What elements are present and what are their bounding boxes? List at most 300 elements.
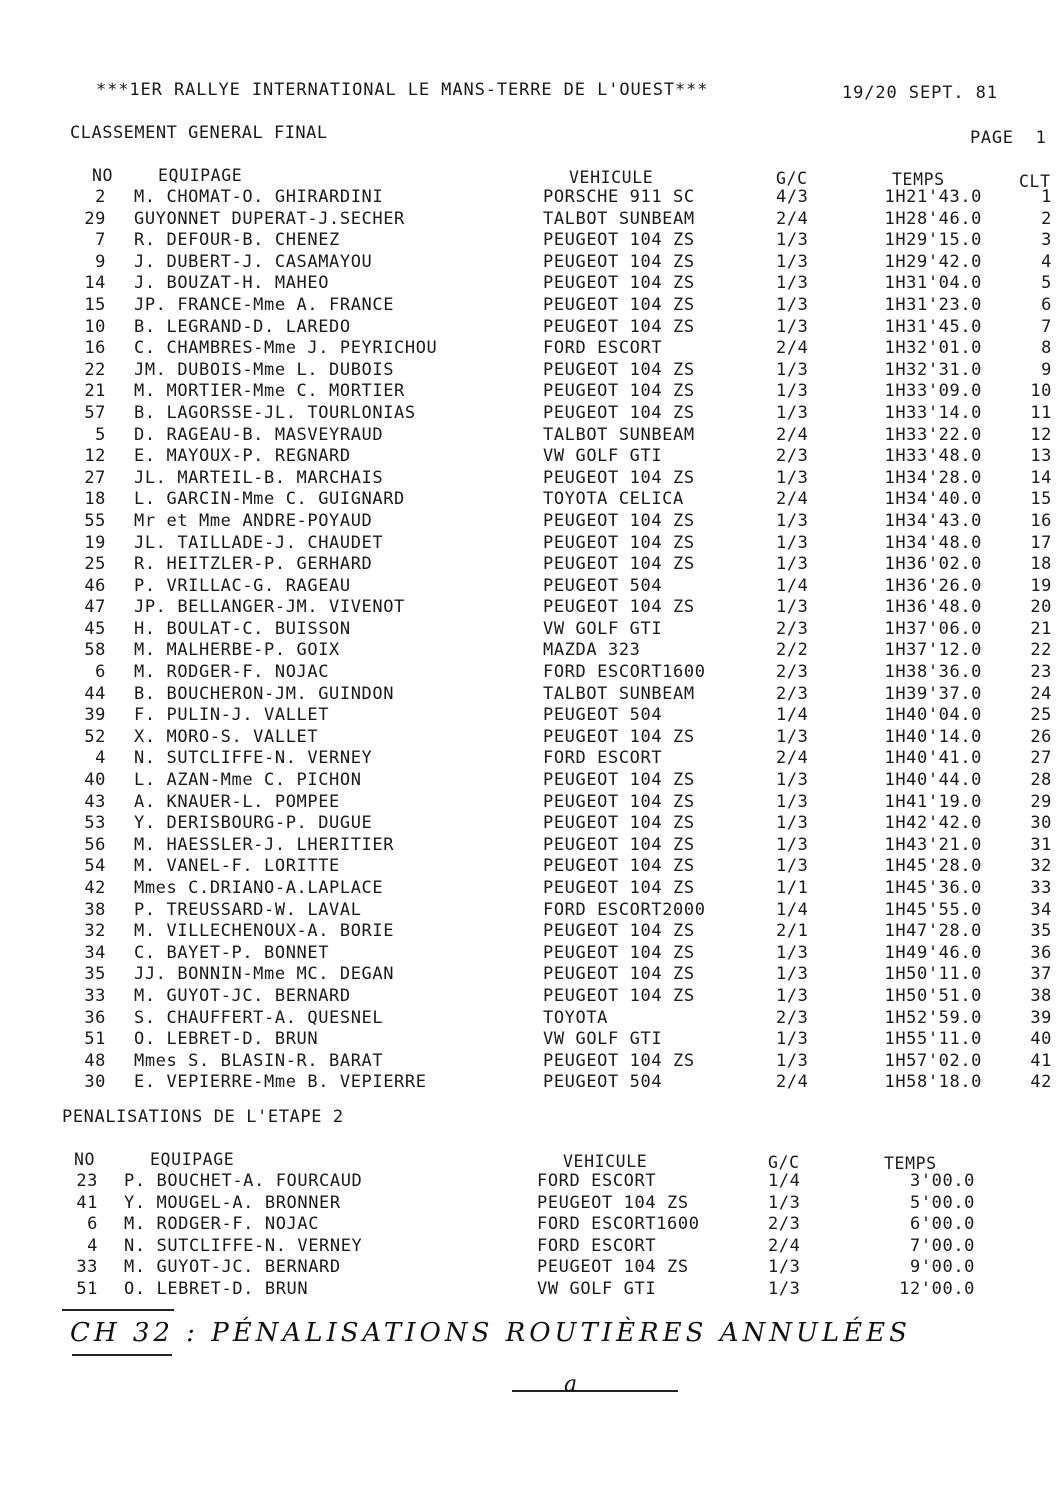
cell-equipage: P. VRILLAC-G. RAGEAU	[134, 575, 351, 596]
cell-vehicule: TOYOTA	[543, 1007, 609, 1028]
cell-no: 43	[84, 791, 106, 812]
cell-equipage: N. SUTCLIFFE-N. VERNEY	[124, 1235, 363, 1256]
cell-clt: 39	[1030, 1007, 1052, 1028]
cell-equipage: M. CHOMAT-O. GHIRARDINI	[134, 187, 384, 207]
cell-temps: 1H34'40.0	[884, 489, 982, 510]
cell-no: 7	[95, 230, 106, 251]
cell-equipage: L. GARCIN-Mme C. GUIGNARD	[134, 489, 405, 510]
cell-no: 6	[87, 1214, 98, 1235]
cell-vehicule: TOYOTA CELICA	[543, 489, 684, 510]
cell-clt: 16	[1030, 510, 1052, 531]
cell-vehicule: PEUGEOT 104 ZS	[543, 554, 695, 575]
cell-no: 32	[84, 921, 106, 942]
cell-equipage: A. KNAUER-L. POMPEE	[134, 791, 340, 812]
cell-gc: 2/3	[776, 683, 809, 704]
cell-temps: 1H32'01.0	[884, 338, 982, 359]
classification-row	[0, 943, 1061, 965]
cell-equipage: Mmes S. BLASIN-R. BARAT	[134, 1050, 384, 1071]
cell-no: 48	[84, 1050, 106, 1071]
cell-temps: 3'00.0	[909, 1171, 975, 1191]
cell-temps: 1H28'46.0	[884, 208, 982, 229]
cell-temps: 1H58'18.0	[884, 1072, 982, 1093]
penalty-row	[0, 1193, 1061, 1215]
cell-temps: 12'00.0	[899, 1278, 975, 1299]
cell-vehicule: PEUGEOT 104 ZS	[543, 273, 695, 294]
cell-vehicule: PEUGEOT 104 ZS	[543, 359, 695, 380]
cell-gc: 2/3	[776, 446, 809, 467]
cell-vehicule: FORD ESCORT1600	[537, 1214, 700, 1235]
cell-temps: 1H36'26.0	[884, 575, 982, 596]
cell-clt: 34	[1030, 899, 1052, 920]
cell-gc: 2/4	[768, 1235, 801, 1256]
classification-row	[0, 640, 1061, 662]
classification-row	[0, 252, 1061, 274]
cell-temps: 7'00.0	[909, 1235, 975, 1256]
classification-row	[0, 1008, 1061, 1030]
classification-row	[0, 230, 1061, 252]
cell-gc: 1/3	[776, 964, 809, 985]
cell-gc: 1/3	[768, 1278, 801, 1299]
cell-clt: 23	[1030, 662, 1052, 683]
cell-no: 51	[84, 1029, 106, 1050]
cell-no: 35	[84, 964, 106, 985]
cell-clt: 8	[1041, 338, 1052, 359]
handwritten-underline	[72, 1354, 172, 1356]
penalties-table	[0, 1171, 1061, 1301]
cell-gc: 2/4	[776, 748, 809, 769]
cell-no: 19	[84, 532, 106, 553]
cell-equipage: JJ. BONNIN-Mme MC. DEGAN	[134, 964, 395, 985]
cell-equipage: M. RODGER-F. NOJAC	[124, 1214, 320, 1235]
cell-gc: 1/3	[776, 294, 809, 315]
cell-no: 15	[84, 294, 106, 315]
penalty-row	[0, 1279, 1061, 1301]
cell-gc: 1/3	[768, 1257, 801, 1278]
column-header-vehicule: VEHICULE	[569, 168, 654, 187]
cell-no: 4	[95, 748, 106, 769]
cell-temps: 1H45'28.0	[884, 856, 982, 877]
cell-clt: 32	[1030, 856, 1052, 877]
cell-gc: 1/3	[776, 834, 809, 855]
cell-temps: 1H45'55.0	[884, 899, 982, 920]
cell-equipage: N. SUTCLIFFE-N. VERNEY	[134, 748, 373, 769]
cell-temps: 1H34'43.0	[884, 510, 982, 531]
cell-gc: 2/4	[776, 424, 809, 445]
cell-gc: 1/4	[776, 899, 809, 920]
cell-gc: 2/4	[776, 1072, 809, 1093]
classification-row	[0, 1072, 1061, 1094]
event-date: 19/20 SEPT. 81	[842, 83, 998, 103]
cell-equipage: X. MORO-S. VALLET	[134, 726, 319, 747]
handwritten-mark: a	[564, 1372, 578, 1397]
classification-row	[0, 813, 1061, 835]
cell-temps: 1H31'23.0	[884, 294, 982, 315]
cell-no: 46	[84, 575, 106, 596]
cell-clt: 21	[1030, 618, 1052, 639]
cell-vehicule: PEUGEOT 104 ZS	[543, 294, 695, 315]
cell-equipage: R. DEFOUR-B. CHENEZ	[134, 230, 340, 251]
cell-no: 38	[84, 899, 106, 920]
cell-gc: 1/4	[776, 575, 809, 596]
cell-gc: 1/3	[776, 554, 809, 575]
cell-no: 18	[84, 489, 106, 510]
classification-row	[0, 273, 1061, 295]
classification-row	[0, 511, 1061, 533]
cell-gc: 1/3	[776, 597, 809, 618]
cell-no: 47	[84, 597, 106, 618]
cell-vehicule: MAZDA 323	[543, 640, 641, 661]
cell-clt: 2	[1041, 208, 1052, 229]
cell-vehicule: PEUGEOT 104 ZS	[543, 942, 695, 963]
cell-gc: 2/2	[776, 640, 809, 661]
cell-gc: 1/3	[768, 1192, 801, 1213]
cell-no: 36	[84, 1007, 106, 1028]
cell-no: 55	[84, 510, 106, 531]
cell-temps: 6'00.0	[909, 1214, 975, 1235]
cell-vehicule: PEUGEOT 104 ZS	[543, 878, 695, 898]
column-header-gc: G/C	[776, 169, 808, 188]
cell-vehicule: PEUGEOT 104 ZS	[543, 834, 695, 855]
cell-temps: 1H41'19.0	[884, 791, 982, 812]
cell-no: 21	[84, 381, 106, 402]
classification-row	[0, 597, 1061, 619]
classification-row	[0, 209, 1061, 231]
penalties-header-temps: TEMPS	[884, 1154, 937, 1173]
cell-equipage: Mr et Mme ANDRE-POYAUD	[134, 510, 373, 531]
cell-gc: 1/3	[776, 942, 809, 963]
cell-equipage: J. BOUZAT-H. MAHEO	[134, 273, 330, 294]
classification-row	[0, 338, 1061, 360]
cell-vehicule: PEUGEOT 104 ZS	[543, 1050, 695, 1071]
cell-gc: 1/3	[776, 726, 809, 747]
cell-clt: 4	[1041, 251, 1052, 272]
cell-clt: 29	[1030, 791, 1052, 812]
classification-row	[0, 360, 1061, 382]
cell-no: 5	[95, 424, 106, 445]
cell-temps: 1H33'09.0	[884, 381, 982, 402]
cell-clt: 11	[1030, 402, 1052, 423]
cell-gc: 1/3	[776, 359, 809, 380]
cell-vehicule: TALBOT SUNBEAM	[543, 424, 695, 445]
cell-vehicule: VW GOLF GTI	[543, 446, 663, 467]
cell-temps: 1H36'48.0	[884, 597, 982, 618]
cell-vehicule: PEUGEOT 104 ZS	[543, 381, 695, 402]
classification-row	[0, 317, 1061, 339]
cell-temps: 1H45'36.0	[884, 878, 982, 898]
cell-temps: 1H37'12.0	[884, 640, 982, 661]
classification-row	[0, 770, 1061, 792]
document-title: ***1ER RALLYE INTERNATIONAL LE MANS-TERRE DE L'OUEST***	[96, 80, 709, 100]
cell-temps: 1H47'28.0	[884, 921, 982, 942]
cell-no: 57	[84, 402, 106, 423]
classification-row	[0, 1029, 1061, 1051]
cell-temps: 1H37'06.0	[884, 618, 982, 639]
classification-row	[0, 425, 1061, 447]
cell-vehicule: PEUGEOT 104 ZS	[543, 856, 695, 877]
cell-vehicule: PEUGEOT 104 ZS	[543, 510, 695, 531]
classification-row	[0, 986, 1061, 1008]
classification-row	[0, 878, 1061, 900]
cell-vehicule: PEUGEOT 104 ZS	[543, 985, 695, 1006]
cell-temps: 1H57'02.0	[884, 1050, 982, 1071]
cell-clt: 15	[1030, 489, 1052, 510]
cell-clt: 36	[1030, 942, 1052, 963]
cell-equipage: M. RODGER-F. NOJAC	[134, 662, 330, 683]
cell-clt: 37	[1030, 964, 1052, 985]
classification-row	[0, 533, 1061, 555]
cell-vehicule: PEUGEOT 104 ZS	[543, 791, 695, 812]
cell-temps: 1H40'04.0	[884, 705, 982, 726]
cell-no: 53	[84, 813, 106, 834]
cell-equipage: M. GUYOT-JC. BERNARD	[124, 1257, 341, 1278]
cell-gc: 2/3	[768, 1214, 801, 1235]
cell-temps: 1H32'31.0	[884, 359, 982, 380]
cell-equipage: B. BOUCHERON-JM. GUINDON	[134, 683, 395, 704]
cell-vehicule: VW GOLF GTI	[543, 1029, 663, 1050]
classification-row	[0, 705, 1061, 727]
cell-gc: 1/4	[776, 705, 809, 726]
cell-gc: 1/3	[776, 510, 809, 531]
penalties-heading: PENALISATIONS DE L'ETAPE 2	[62, 1107, 344, 1127]
cell-equipage: P. BOUCHET-A. FOURCAUD	[124, 1171, 363, 1191]
classification-table	[0, 187, 1061, 1094]
cell-no: 54	[84, 856, 106, 877]
cell-equipage: B. LAGORSSE-JL. TOURLONIAS	[134, 402, 416, 423]
cell-temps: 1H34'28.0	[884, 467, 982, 488]
cell-clt: 35	[1030, 921, 1052, 942]
cell-no: 30	[84, 1072, 106, 1093]
cell-clt: 28	[1030, 770, 1052, 791]
cell-temps: 9'00.0	[909, 1257, 975, 1278]
handwritten-dash	[512, 1390, 678, 1392]
classification-row	[0, 295, 1061, 317]
cell-no: 51	[76, 1278, 98, 1299]
cell-vehicule: PEUGEOT 104 ZS	[543, 597, 695, 618]
cell-no: 42	[84, 878, 106, 898]
cell-temps: 1H50'11.0	[884, 964, 982, 985]
cell-vehicule: PEUGEOT 104 ZS	[543, 251, 695, 272]
cell-gc: 1/3	[776, 791, 809, 812]
cell-gc: 1/3	[776, 402, 809, 423]
cell-temps: 1H33'48.0	[884, 446, 982, 467]
classification-heading: CLASSEMENT GENERAL FINAL	[70, 123, 328, 143]
classification-row	[0, 1051, 1061, 1073]
cell-no: 25	[84, 554, 106, 575]
cell-equipage: C. BAYET-P. BONNET	[134, 942, 330, 963]
cell-clt: 20	[1030, 597, 1052, 618]
cell-equipage: J. DUBERT-J. CASAMAYOU	[134, 251, 373, 272]
cell-vehicule: PEUGEOT 104 ZS	[537, 1192, 689, 1213]
cell-temps: 1H33'14.0	[884, 402, 982, 423]
cell-no: 14	[84, 273, 106, 294]
cell-equipage: M. HAESSLER-J. LHERITIER	[134, 834, 395, 855]
cell-equipage: E. VEPIERRE-Mme B. VEPIERRE	[134, 1072, 427, 1093]
cell-temps: 1H38'36.0	[884, 662, 982, 683]
cell-gc: 1/4	[768, 1171, 801, 1191]
cell-vehicule: TALBOT SUNBEAM	[543, 683, 695, 704]
cell-clt: 9	[1041, 359, 1052, 380]
cell-temps: 1H43'21.0	[884, 834, 982, 855]
cell-temps: 1H42'42.0	[884, 813, 982, 834]
cell-vehicule: PEUGEOT 104 ZS	[537, 1257, 689, 1278]
penalty-row	[0, 1236, 1061, 1258]
cell-equipage: M. GUYOT-JC. BERNARD	[134, 985, 351, 1006]
classification-row	[0, 964, 1061, 986]
penalties-header-gc: G/C	[768, 1153, 800, 1172]
cell-no: 34	[84, 942, 106, 963]
cell-equipage: E. MAYOUX-P. REGNARD	[134, 446, 351, 467]
cell-vehicule: PEUGEOT 104 ZS	[543, 770, 695, 791]
cell-no: 44	[84, 683, 106, 704]
penalty-row	[0, 1171, 1061, 1193]
cell-vehicule: FORD ESCORT2000	[543, 899, 706, 920]
cell-no: 4	[87, 1235, 98, 1256]
cell-equipage: M. MALHERBE-P. GOIX	[134, 640, 340, 661]
cell-vehicule: PEUGEOT 504	[543, 575, 663, 596]
cell-equipage: S. CHAUFFERT-A. QUESNEL	[134, 1007, 384, 1028]
cell-gc: 2/3	[776, 662, 809, 683]
cell-no: 45	[84, 618, 106, 639]
cell-clt: 38	[1030, 985, 1052, 1006]
cell-equipage: JM. DUBOIS-Mme L. DUBOIS	[134, 359, 395, 380]
cell-clt: 19	[1030, 575, 1052, 596]
penalty-row	[0, 1214, 1061, 1236]
cell-equipage: M. MORTIER-Mme C. MORTIER	[134, 381, 405, 402]
classification-row	[0, 381, 1061, 403]
cell-clt: 1	[1041, 187, 1052, 207]
classification-row	[0, 446, 1061, 468]
cell-equipage: Mmes C.DRIANO-A.LAPLACE	[134, 878, 384, 898]
cell-temps: 1H49'46.0	[884, 942, 982, 963]
cell-gc: 2/1	[776, 921, 809, 942]
cell-clt: 30	[1030, 813, 1052, 834]
cell-vehicule: FORD ESCORT	[537, 1171, 657, 1191]
cell-temps: 1H21'43.0	[884, 187, 982, 207]
classification-row	[0, 403, 1061, 425]
cell-vehicule: PEUGEOT 104 ZS	[543, 532, 695, 553]
cell-gc: 1/3	[776, 251, 809, 272]
cell-equipage: B. LEGRAND-D. LAREDO	[134, 316, 351, 337]
penalties-header-equipage: EQUIPAGE	[150, 1150, 235, 1169]
cell-equipage: F. PULIN-J. VALLET	[134, 705, 330, 726]
cell-vehicule: FORD ESCORT	[537, 1235, 657, 1256]
cell-gc: 2/4	[776, 208, 809, 229]
cell-gc: 1/3	[776, 856, 809, 877]
handwritten-rule	[62, 1309, 174, 1311]
column-header-clt: CLT	[1019, 172, 1051, 191]
classification-row	[0, 684, 1061, 706]
cell-temps: 1H40'41.0	[884, 748, 982, 769]
penalty-row	[0, 1257, 1061, 1279]
classification-row	[0, 900, 1061, 922]
cell-no: 41	[76, 1192, 98, 1213]
cell-clt: 26	[1030, 726, 1052, 747]
cell-equipage: JP. FRANCE-Mme A. FRANCE	[134, 294, 395, 315]
cell-clt: 13	[1030, 446, 1052, 467]
cell-equipage: L. AZAN-Mme C. PICHON	[134, 770, 362, 791]
cell-temps: 1H31'45.0	[884, 316, 982, 337]
cell-clt: 25	[1030, 705, 1052, 726]
cell-no: 40	[84, 770, 106, 791]
cell-equipage: H. BOULAT-C. BUISSON	[134, 618, 351, 639]
cell-vehicule: PEUGEOT 104 ZS	[543, 316, 695, 337]
column-header-equipage: EQUIPAGE	[158, 166, 243, 185]
cell-gc: 1/1	[776, 878, 809, 898]
cell-no: 2	[95, 187, 106, 207]
classification-row	[0, 727, 1061, 749]
classification-row	[0, 748, 1061, 770]
handwritten-annotation: CH 32 : PÉNALISATIONS ROUTIÈRES ANNULÉES	[70, 1318, 911, 1348]
cell-no: 9	[95, 251, 106, 272]
cell-vehicule: PORSCHE 911 SC	[543, 187, 695, 207]
penalties-header-no: NO	[74, 1150, 96, 1169]
cell-equipage: Y. MOUGEL-A. BRONNER	[124, 1192, 341, 1213]
cell-equipage: C. CHAMBRES-Mme J. PEYRICHOU	[134, 338, 438, 359]
cell-clt: 6	[1041, 294, 1052, 315]
cell-clt: 10	[1030, 381, 1052, 402]
cell-equipage: Y. DERISBOURG-P. DUGUE	[134, 813, 373, 834]
cell-vehicule: PEUGEOT 504	[543, 1072, 663, 1093]
cell-equipage: O. LEBRET-D. BRUN	[134, 1029, 319, 1050]
cell-gc: 2/4	[776, 489, 809, 510]
classification-row	[0, 856, 1061, 878]
cell-equipage: JL. TAILLADE-J. CHAUDET	[134, 532, 384, 553]
cell-gc: 1/3	[776, 1029, 809, 1050]
cell-temps: 1H33'22.0	[884, 424, 982, 445]
cell-no: 22	[84, 359, 106, 380]
cell-equipage: O. LEBRET-D. BRUN	[124, 1278, 309, 1299]
penalties-header-vehicule: VEHICULE	[563, 1152, 648, 1171]
cell-clt: 31	[1030, 834, 1052, 855]
cell-temps: 1H40'44.0	[884, 770, 982, 791]
cell-vehicule: FORD ESCORT	[543, 748, 663, 769]
classification-row	[0, 792, 1061, 814]
cell-no: 39	[84, 705, 106, 726]
cell-gc: 1/3	[776, 985, 809, 1006]
cell-vehicule: PEUGEOT 504	[543, 705, 663, 726]
cell-no: 12	[84, 446, 106, 467]
cell-vehicule: PEUGEOT 104 ZS	[543, 402, 695, 423]
cell-equipage: M. VILLECHENOUX-A. BORIE	[134, 921, 395, 942]
cell-gc: 1/3	[776, 230, 809, 251]
cell-gc: 1/3	[776, 770, 809, 791]
cell-no: 52	[84, 726, 106, 747]
cell-equipage: R. HEITZLER-P. GERHARD	[134, 554, 373, 575]
cell-clt: 41	[1030, 1050, 1052, 1071]
cell-temps: 1H31'04.0	[884, 273, 982, 294]
cell-no: 56	[84, 834, 106, 855]
classification-row	[0, 921, 1061, 943]
cell-clt: 27	[1030, 748, 1052, 769]
classification-row	[0, 619, 1061, 641]
cell-gc: 2/3	[776, 1007, 809, 1028]
cell-vehicule: PEUGEOT 104 ZS	[543, 726, 695, 747]
cell-gc: 1/3	[776, 467, 809, 488]
cell-temps: 1H29'15.0	[884, 230, 982, 251]
cell-clt: 5	[1041, 273, 1052, 294]
cell-vehicule: TALBOT SUNBEAM	[543, 208, 695, 229]
cell-clt: 33	[1030, 878, 1052, 898]
cell-clt: 40	[1030, 1029, 1052, 1050]
cell-gc: 1/3	[776, 1050, 809, 1071]
cell-temps: 1H52'59.0	[884, 1007, 982, 1028]
cell-gc: 1/3	[776, 316, 809, 337]
cell-no: 27	[84, 467, 106, 488]
cell-gc: 2/4	[776, 338, 809, 359]
cell-temps: 1H55'11.0	[884, 1029, 982, 1050]
cell-no: 58	[84, 640, 106, 661]
cell-no: 23	[76, 1171, 98, 1191]
